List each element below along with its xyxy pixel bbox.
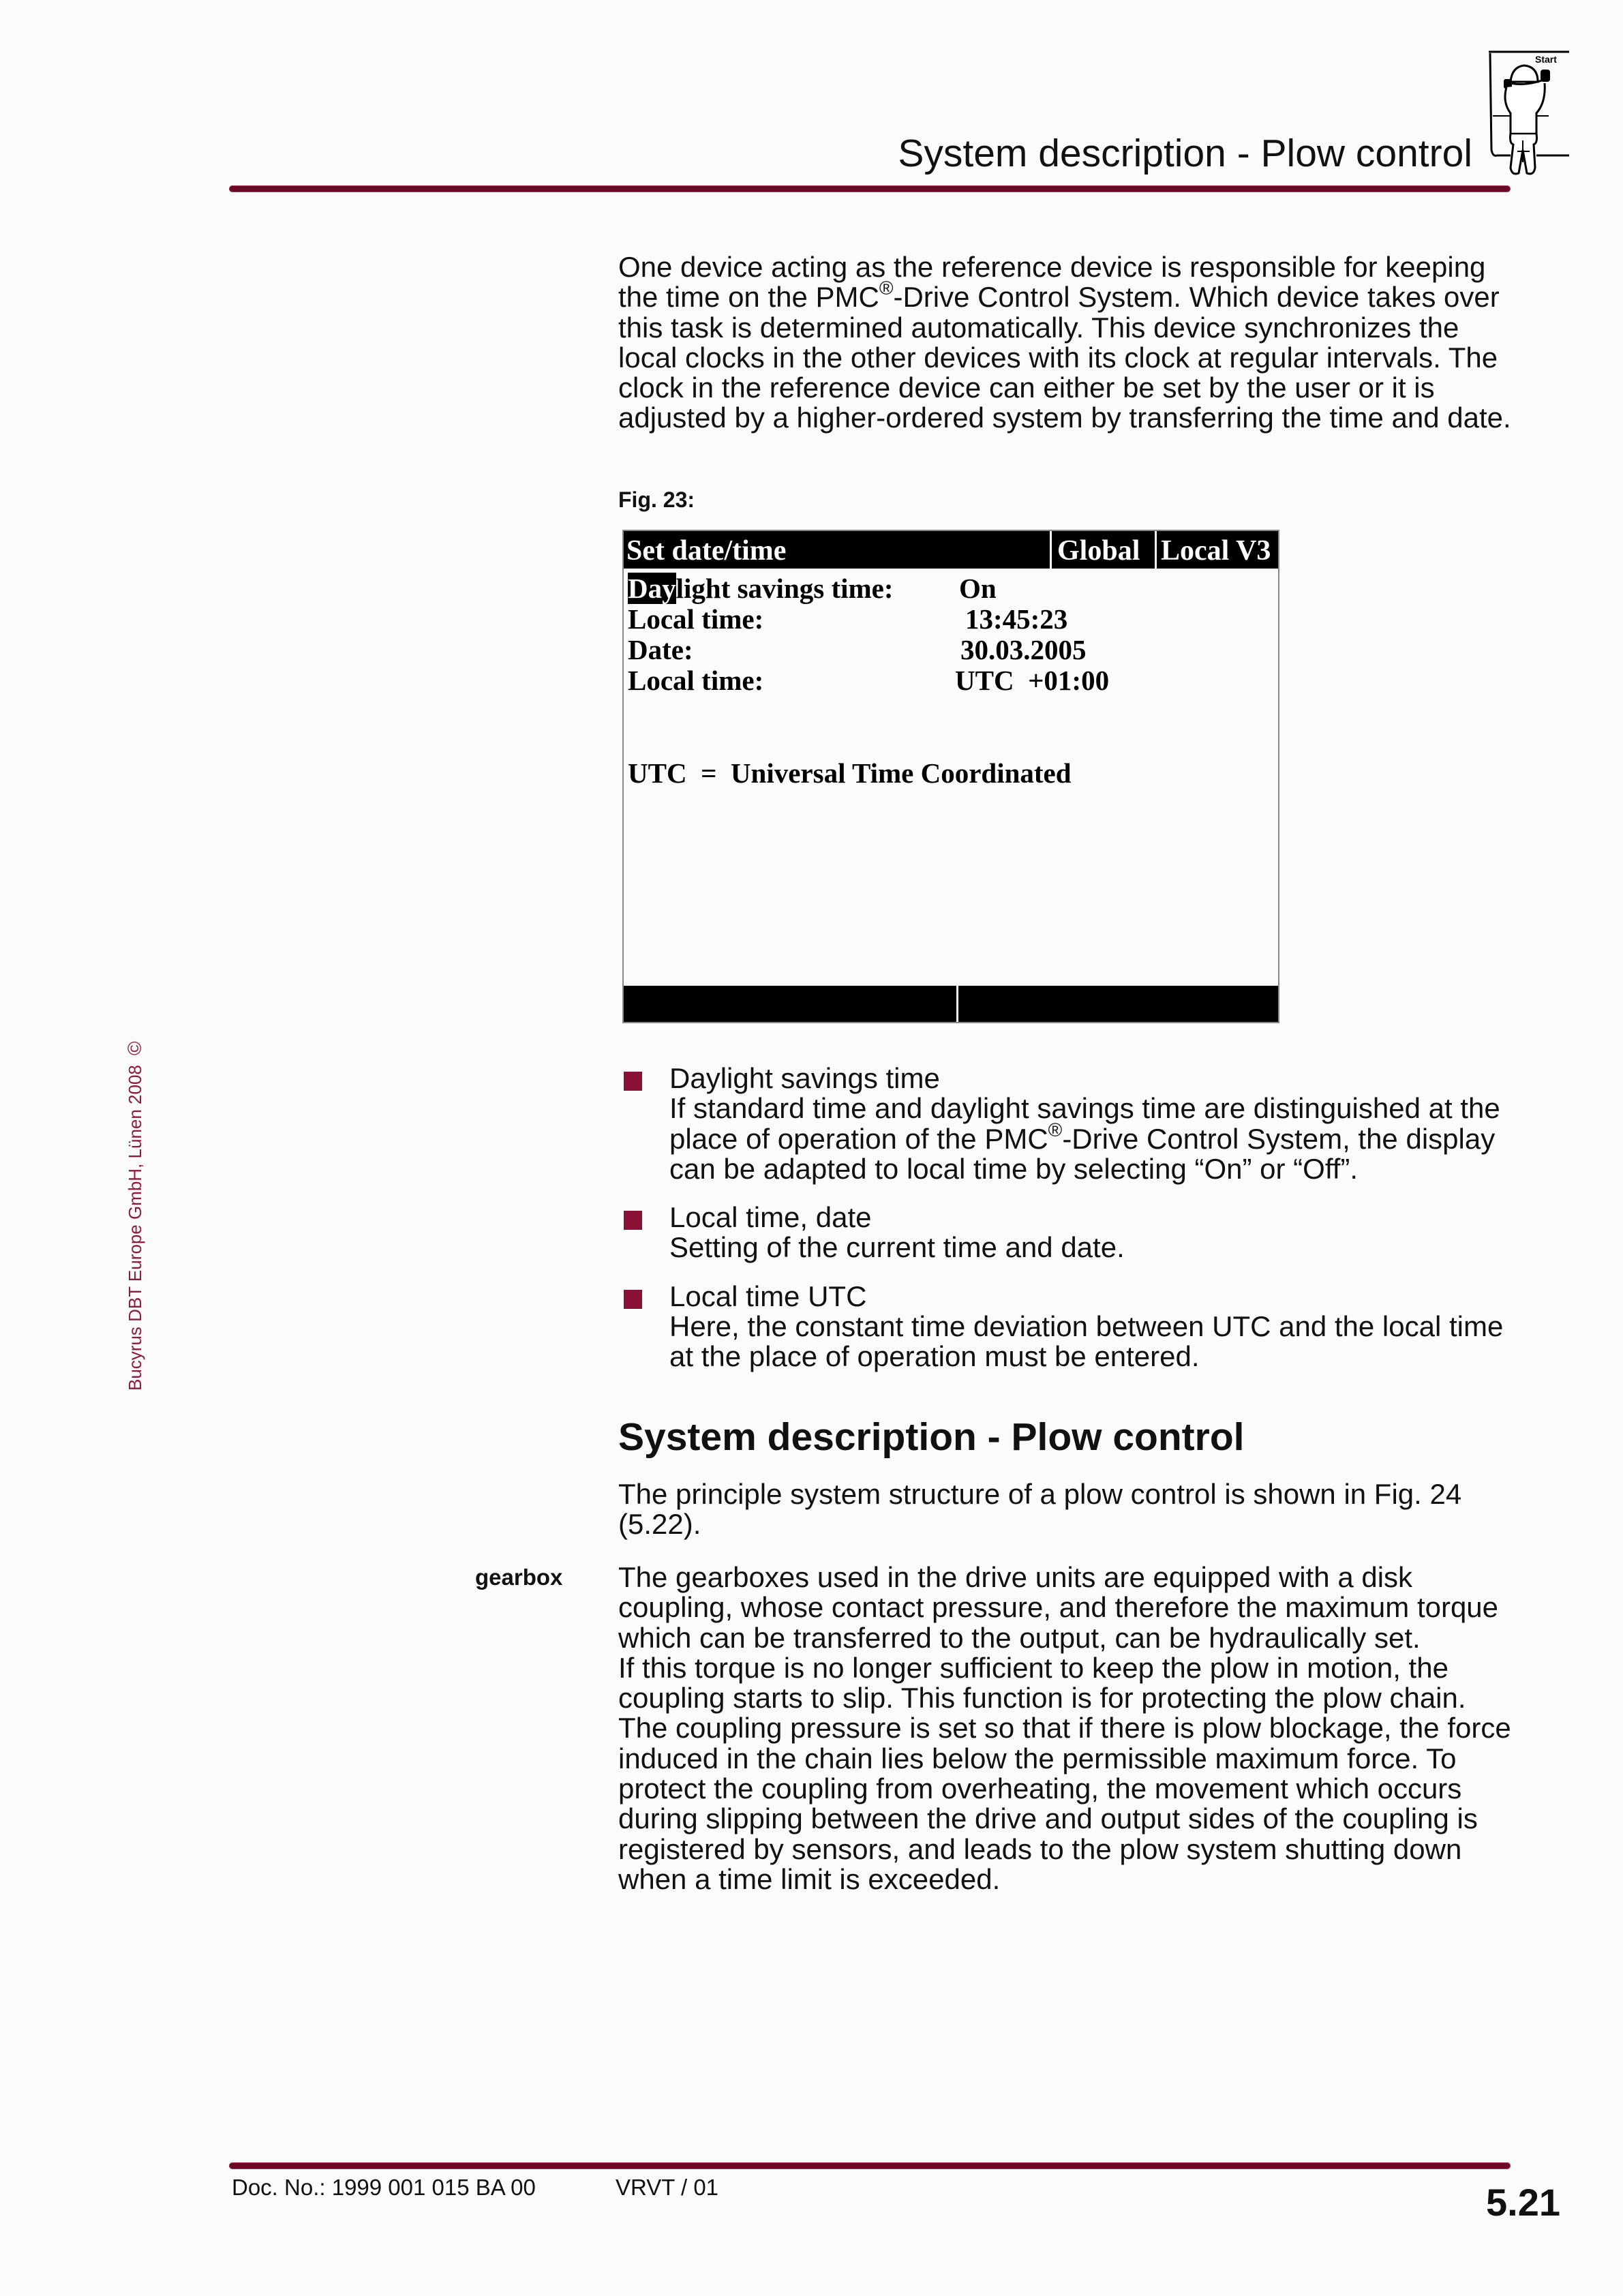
document-version: VRVT / 01 — [616, 2175, 719, 2200]
date-row[interactable]: Date: 30.03.2005 — [628, 634, 1087, 665]
section-heading: System description - Plow control — [618, 1415, 1245, 1459]
header-divider — [229, 185, 1511, 192]
utc-offset-row[interactable]: Local time: UTC +01:00 — [628, 665, 1110, 696]
device-screen-figure — [622, 530, 1279, 1023]
daylight-savings-value[interactable]: On — [959, 573, 997, 604]
cursor-highlight: Day — [628, 573, 676, 604]
page-header-title: System description - Plow control — [898, 132, 1472, 175]
registered-mark: ® — [879, 277, 894, 299]
daylight-savings-row[interactable]: Daylight savings time: On — [628, 573, 997, 604]
copyright-text: Bucyrus DBT Europe GmbH, Lünen 2008 — [125, 1065, 145, 1391]
local-time-row[interactable]: Local time: 13:45:23 — [628, 603, 1068, 635]
bullet-square-icon — [624, 1290, 642, 1309]
softkey-bar — [624, 986, 1278, 1022]
registered-mark: ® — [1048, 1119, 1063, 1141]
intro-paragraph: One device acting as the reference device is responsible for keeping the time on the PMC®-Drive Control System. Which device takes over this task is determined automatically. This device synchronizes the local clocks in the other devices with its clock at regular intervals. The clock in the reference device can either be set by the user or it is adjusted by a higher-ordered system by transferring the time and date. — [618, 251, 1511, 434]
margin-label-gearbox: gearbox — [475, 1565, 563, 1590]
softkey-left[interactable] — [624, 986, 958, 1022]
softkey-right[interactable] — [958, 986, 1278, 1022]
footer-divider — [229, 2162, 1511, 2169]
list-item: Daylight savings time If standard time and daylight savings time are distinguished at the place of operation of the PMC®-Drive Control System, the display can be adapted to local time by selecting “On” or “Off”. — [624, 1063, 1523, 1184]
bullet-square-icon — [624, 1072, 642, 1091]
screen-title: Set date/time — [626, 535, 787, 567]
utc-offset-value[interactable]: UTC +01:00 — [955, 665, 1110, 696]
section-intro-paragraph: The principle system structure of a plow control is shown in Fig. 24 (5.22). — [618, 1478, 1462, 1541]
svg-text:Start: Start — [1535, 54, 1557, 65]
page-number: 5.21 — [1486, 2181, 1560, 2224]
copyright-notice — [124, 1041, 146, 1391]
copyright-icon: © — [124, 1041, 145, 1056]
list-item: Local time, date Setting of the current time and date. — [624, 1203, 1523, 1263]
settings-bullet-list — [624, 1063, 1523, 1391]
gearbox-paragraph: The gearboxes used in the drive units are equipped with a disk coupling, whose contact pressure, and therefore the maximum torque which can be transferred to the output, can be hydraulically set. If this torque is no longer sufficient to keep the plow in motion, the coupling starts to slip. This function is for protecting the plow chain. The coupling pressure is set so that if there is plow blockage, the force induced in the chain lies below the permissible maximum force. To protect the coupling from overheating, the movement which occurs during slipping between the drive and output sides of the coupling is registered by sensors, and leads to the plow system shutting down when a time limit is exceeded. — [618, 1561, 1511, 1895]
worker-start-button-icon — [1479, 48, 1575, 184]
document-number: Doc. No.: 1999 001 015 BA 00 — [232, 2175, 536, 2200]
figure-label: Fig. 23: — [618, 487, 695, 512]
local-time-value[interactable]: 13:45:23 — [965, 603, 1068, 635]
screen-title-bar — [624, 531, 1278, 569]
date-value[interactable]: 30.03.2005 — [960, 634, 1087, 665]
tab-global[interactable]: Global — [1050, 531, 1155, 569]
utc-note: UTC = Universal Time Coordinated — [628, 757, 1072, 789]
bullet-square-icon — [624, 1211, 642, 1230]
list-item: Local time UTC Here, the constant time deviation between UTC and the local time at the place of operation must be entered. — [624, 1282, 1523, 1372]
tab-local-v3[interactable]: Local V3 — [1155, 531, 1278, 569]
